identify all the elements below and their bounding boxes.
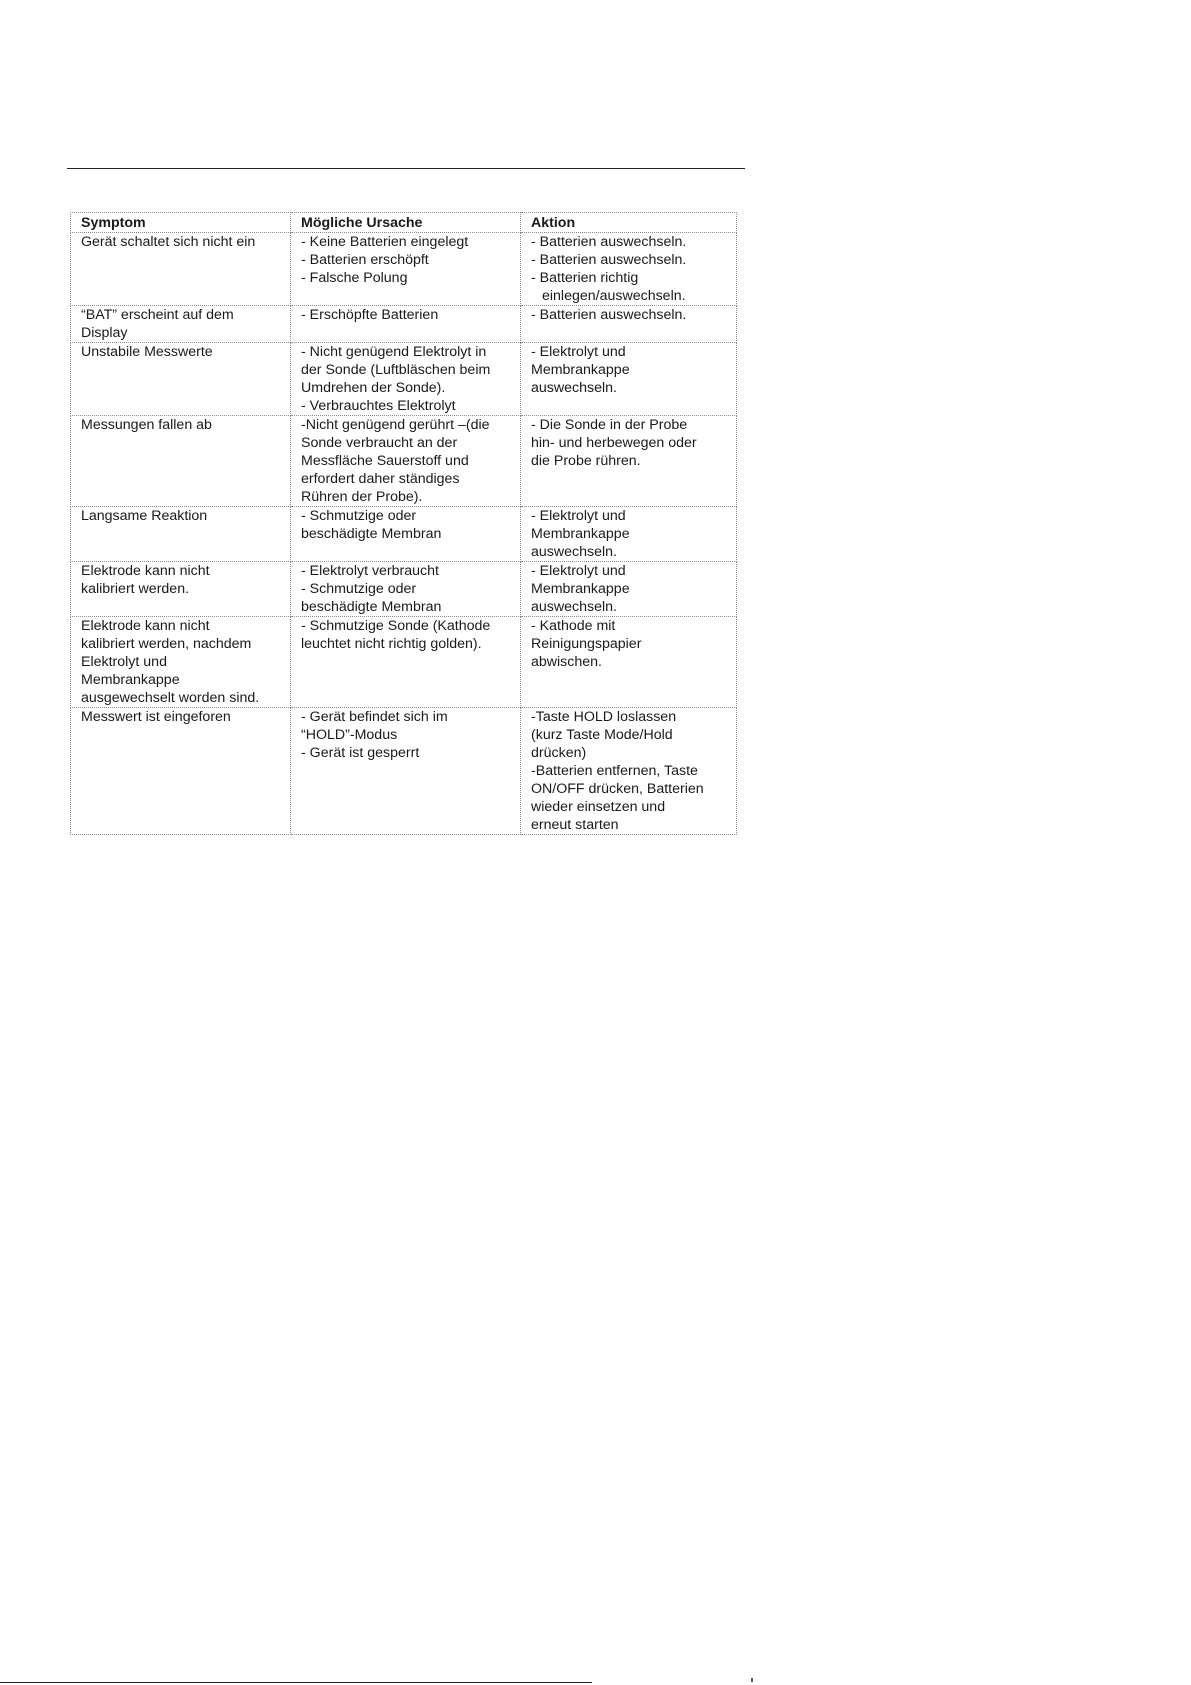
action-cell [521, 306, 737, 343]
cell-line: - Elektrolyt und [531, 344, 626, 360]
header-action: Aktion [521, 213, 737, 233]
cell-line: Membrankappe [531, 362, 630, 378]
cell-line: -Nicht genügend gerührt –(die [301, 417, 490, 433]
action-cell [521, 562, 737, 617]
cell-line: - Schmutzige Sonde (Kathode [301, 618, 491, 634]
cell-line: Elektrode kann nicht [81, 618, 210, 634]
cause-cell [291, 562, 521, 617]
cell-line: beschädigte Membran [301, 526, 442, 542]
cell-line: leuchtet nicht richtig golden). [301, 636, 482, 652]
cell-line: ausgewechselt worden sind. [81, 690, 260, 706]
header-rule [67, 168, 745, 169]
cell-line: Umdrehen der Sonde). [301, 380, 446, 396]
cell-line: - Kathode mit [531, 618, 616, 634]
cell-line: kalibriert werden. [81, 581, 190, 597]
cell-line: der Sonde (Luftbläschen beim [301, 362, 491, 378]
cell-line: Messungen fallen ab [81, 417, 212, 433]
header-symptom: Symptom [71, 213, 291, 233]
cell-line: Messfläche Sauerstoff und [301, 453, 469, 469]
cell-line: Membrankappe [531, 526, 630, 542]
symptom-cell [71, 306, 291, 343]
table-row [71, 562, 737, 617]
symptom-cell [71, 562, 291, 617]
cell-line: auswechseln. [531, 380, 617, 396]
cause-cell [291, 343, 521, 416]
cell-line: Reinigungspapier [531, 636, 642, 652]
cell-line: ON/OFF drücken, Batterien [531, 781, 704, 797]
symptom-cell [71, 617, 291, 708]
cell-line: auswechseln. [531, 544, 617, 560]
cell-line: Membrankappe [531, 581, 630, 597]
cause-cell [291, 507, 521, 562]
cell-line: erfordert daher ständiges [301, 471, 460, 487]
cell-line: - Batterien erschöpft [301, 252, 429, 268]
cell-line: - Falsche Polung [301, 270, 408, 286]
cell-line: - Schmutzige oder [301, 581, 417, 597]
troubleshooting-table [70, 212, 737, 835]
cell-line: die Probe rühren. [531, 453, 641, 469]
table-header-row [71, 213, 737, 233]
cause-cell [291, 306, 521, 343]
cell-line: hin- und herbewegen oder [531, 435, 697, 451]
action-cell [521, 343, 737, 416]
table-row [71, 617, 737, 708]
cell-line: Rühren der Probe). [301, 489, 423, 505]
cell-line: Elektrolyt und [81, 654, 167, 670]
cell-line: Unstabile Messwerte [81, 344, 213, 360]
symptom-cell [71, 343, 291, 416]
cell-line: Gerät schaltet sich nicht ein [81, 234, 256, 250]
cell-line: Messwert ist eingeforen [81, 709, 231, 725]
cause-cell [291, 416, 521, 507]
cause-cell [291, 233, 521, 306]
symptom-cell [71, 233, 291, 306]
symptom-cell [71, 416, 291, 507]
cell-line: auswechseln. [531, 599, 617, 615]
cell-line: - Erschöpfte Batterien [301, 307, 439, 323]
cell-line: - Die Sonde in der Probe [531, 417, 688, 433]
table-row [71, 416, 737, 507]
table-row [71, 343, 737, 416]
symptom-cell [71, 708, 291, 835]
action-cell [521, 233, 737, 306]
cell-line: einlegen/auswechseln. [542, 288, 686, 304]
action-cell [521, 507, 737, 562]
cell-line: drücken) [531, 745, 587, 761]
cell-line: beschädigte Membran [301, 599, 442, 615]
table-row [71, 708, 737, 835]
cell-line: - Elektrolyt verbraucht [301, 563, 439, 579]
symptom-cell [71, 507, 291, 562]
cell-line: - Gerät ist gesperrt [301, 745, 420, 761]
cell-line: erneut starten [531, 817, 619, 833]
footer-rule [0, 1682, 592, 1683]
cell-line: “HOLD”-Modus [301, 727, 398, 743]
cell-line: Elektrode kann nicht [81, 563, 210, 579]
cause-cell [291, 708, 521, 835]
cell-line: - Nicht genügend Elektrolyt in [301, 344, 487, 360]
table-row [71, 507, 737, 562]
cell-line: Langsame Reaktion [81, 508, 208, 524]
cell-line: wieder einsetzen und [531, 799, 666, 815]
cell-line: - Batterien auswechseln. [531, 234, 687, 250]
cell-line: - Batterien auswechseln. [531, 307, 687, 323]
action-cell [521, 416, 737, 507]
table-row [71, 306, 737, 343]
cell-line: - Keine Batterien eingelegt [301, 234, 469, 250]
header-cause: Mögliche Ursache [291, 213, 521, 233]
cell-line: - Elektrolyt und [531, 508, 626, 524]
cell-line: - Verbrauchtes Elektrolyt [301, 398, 456, 414]
cell-line: - Batterien auswechseln. [531, 252, 687, 268]
cell-line: -Batterien entfernen, Taste [531, 763, 698, 779]
cell-line: - Schmutzige oder [301, 508, 417, 524]
cell-line: (kurz Taste Mode/Hold [531, 727, 673, 743]
cell-line: -Taste HOLD loslassen [531, 709, 677, 725]
cell-line: “BAT” erscheint auf dem [81, 307, 234, 323]
cell-line: - Gerät befindet sich im [301, 709, 448, 725]
cell-line: kalibriert werden, nachdem [81, 636, 252, 652]
table-row [71, 233, 737, 306]
cell-line: - Batterien richtig [531, 270, 639, 286]
cell-line: abwischen. [531, 654, 602, 670]
cell-line: Membrankappe [81, 672, 180, 688]
cell-line: Display [81, 325, 128, 341]
cell-line: - Elektrolyt und [531, 563, 626, 579]
footer-mark [751, 1678, 753, 1682]
cause-cell [291, 617, 521, 708]
action-cell [521, 617, 737, 708]
cell-line: Sonde verbraucht an der [301, 435, 458, 451]
action-cell [521, 708, 737, 835]
